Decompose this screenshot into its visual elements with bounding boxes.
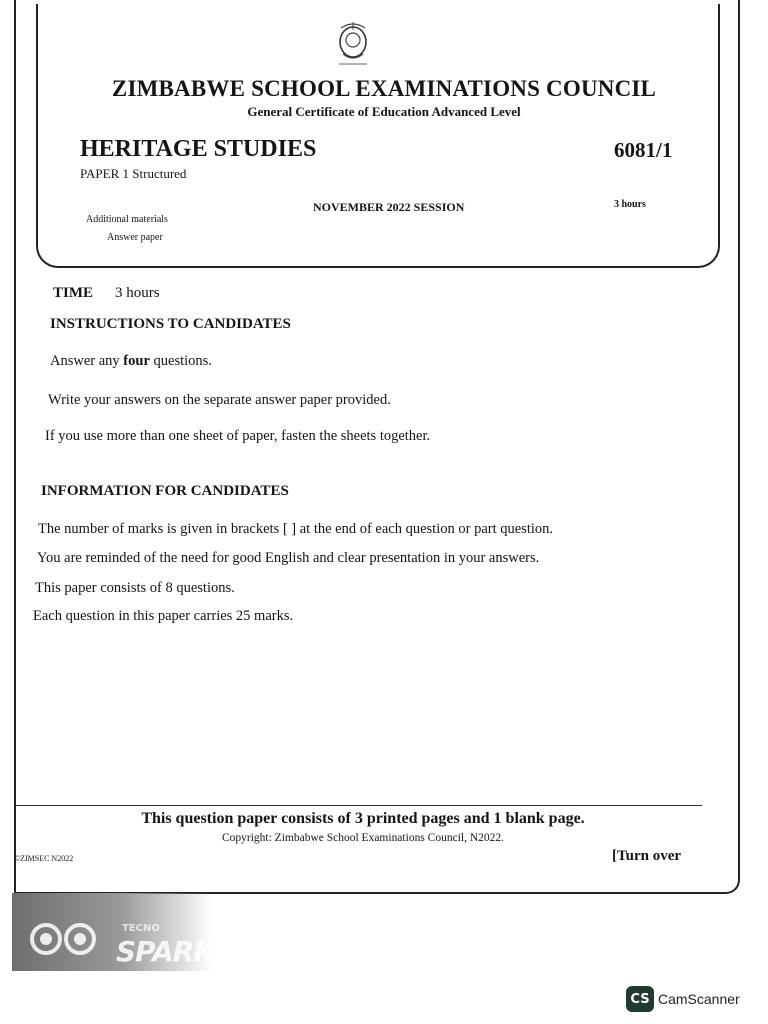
certificate-level: General Certificate of Education Advanced Level: [247, 104, 521, 119]
instruction-line-3: If you use more than one sheet of paper, fasten the sheets together.: [45, 428, 431, 444]
footer-divider: [16, 805, 702, 806]
time-label: TIME: [53, 285, 94, 301]
zimsec-crest-icon: [331, 18, 375, 66]
camscanner-name: CamScanner: [658, 991, 740, 1007]
information-line: You are reminded of the need for good English and clear presentation in your answers.: [37, 550, 540, 566]
additional-materials-item: Answer paper: [107, 232, 163, 243]
instruction-line-1-start: Answer any: [50, 353, 124, 369]
instruction-line-1: [50, 353, 212, 370]
watermark-brand-small: TECNO: [122, 923, 160, 934]
council-title: ZIMBABWE SCHOOL EXAMINATIONS COUNCIL: [111, 76, 657, 101]
information-line: The number of marks is given in brackets [ ] at the end of each question or part question.: [38, 521, 553, 537]
header-duration: 3 hours: [614, 199, 646, 210]
instructions-heading: INSTRUCTIONS TO CANDIDATES: [50, 316, 291, 332]
camscanner-logo-icon: CS: [626, 986, 654, 1012]
turn-over-note: [Turn over: [612, 848, 682, 864]
time-row: [53, 285, 160, 302]
watermark-brand: SPARK: [116, 935, 215, 968]
instruction-line-1-end: questions.: [149, 353, 212, 369]
footer-code: ©ZIMSEC N2022: [14, 854, 74, 863]
subject-title: HERITAGE STUDIES: [80, 136, 317, 162]
paper-type: PAPER 1 Structured: [80, 166, 187, 181]
time-value: 3 hours: [115, 285, 160, 301]
camera-watermark: [12, 893, 215, 971]
additional-materials-label: Additional materials: [86, 214, 168, 225]
copyright-line: Copyright: Zimbabwe School Examinations Council, N2022.: [221, 832, 505, 844]
instruction-line-2: Write your answers on the separate answer paper provided.: [48, 392, 391, 408]
pages-note: This question paper consists of 3 printed pages and 1 blank page.: [141, 810, 585, 827]
camera-lens-icon: [28, 923, 112, 955]
information-line: This paper consists of 8 questions.: [35, 580, 235, 596]
camscanner-badge: [626, 986, 740, 1012]
information-heading: INFORMATION FOR CANDIDATES: [41, 483, 289, 499]
information-line: Each question in this paper carries 25 marks.: [33, 608, 294, 624]
paper-code: 6081/1: [614, 138, 673, 162]
instruction-line-1-emphasis: four: [123, 353, 150, 369]
exam-session: NOVEMBER 2022 SESSION: [313, 200, 465, 214]
